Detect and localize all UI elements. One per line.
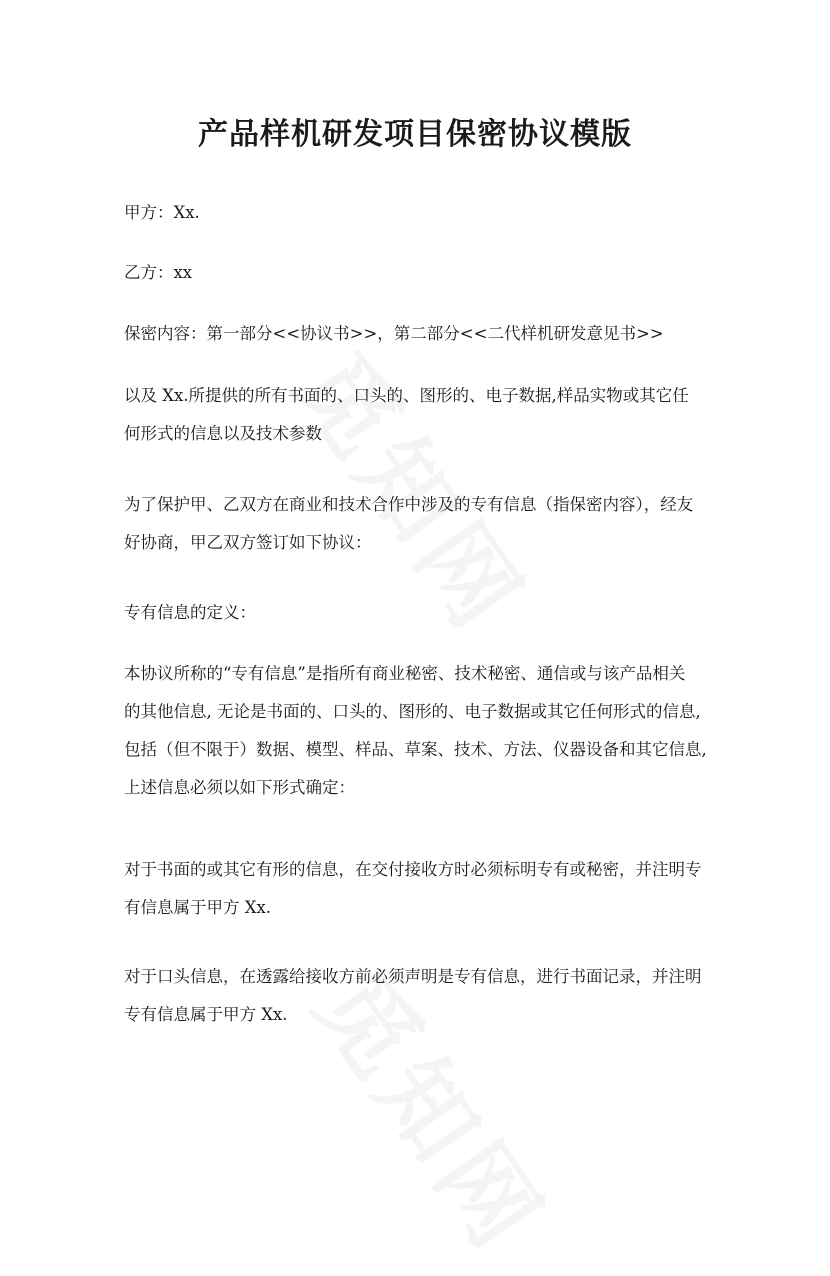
document-title: 产品样机研发项目保密协议模版: [198, 117, 632, 152]
party-b-line: 乙方：xx: [124, 263, 193, 282]
oral-info-paragraph: 对于口头信息，在透露给接收方前必须声明是专有信息，进行书面记录，并注明 专有信息属于甲方 Xx.: [124, 967, 702, 1024]
written-info-paragraph: 对于书面的或其它有形的信息，在交付接收方时必须标明专有或秘密，并注明专 有信息属于甲方 Xx.: [124, 860, 702, 917]
definition-heading: 专有信息的定义：: [124, 603, 256, 622]
party-a-line: 甲方：Xx.: [124, 203, 200, 222]
definition-paragraph: 本协议所称的“专有信息”是指所有商业秘密、技术秘密、通信或与该产品相关 的其他信息, 无论是书面的、口头的、图形的、电子数据或其它任何形式的信息, 包括（但不限于）数据、模型、样品、草案、技术、方法、仪器设备和其它信息, 上述信息必须以如下形式确定：: [124, 664, 707, 797]
confidential-content-line: 保密内容：第一部分<<协议书>>，第二部分<<二代样机研发意见书>>: [124, 324, 664, 343]
provided-info-paragraph: 以及 Xx.所提供的所有书面的、口头的、图形的、电子数据,样品实物或其它任 何形式的信息以及技术参数: [124, 386, 689, 443]
purpose-paragraph: 为了保护甲、乙双方在商业和技术合作中涉及的专有信息（指保密内容），经友 好协商，甲乙双方签订如下协议：: [124, 495, 694, 552]
